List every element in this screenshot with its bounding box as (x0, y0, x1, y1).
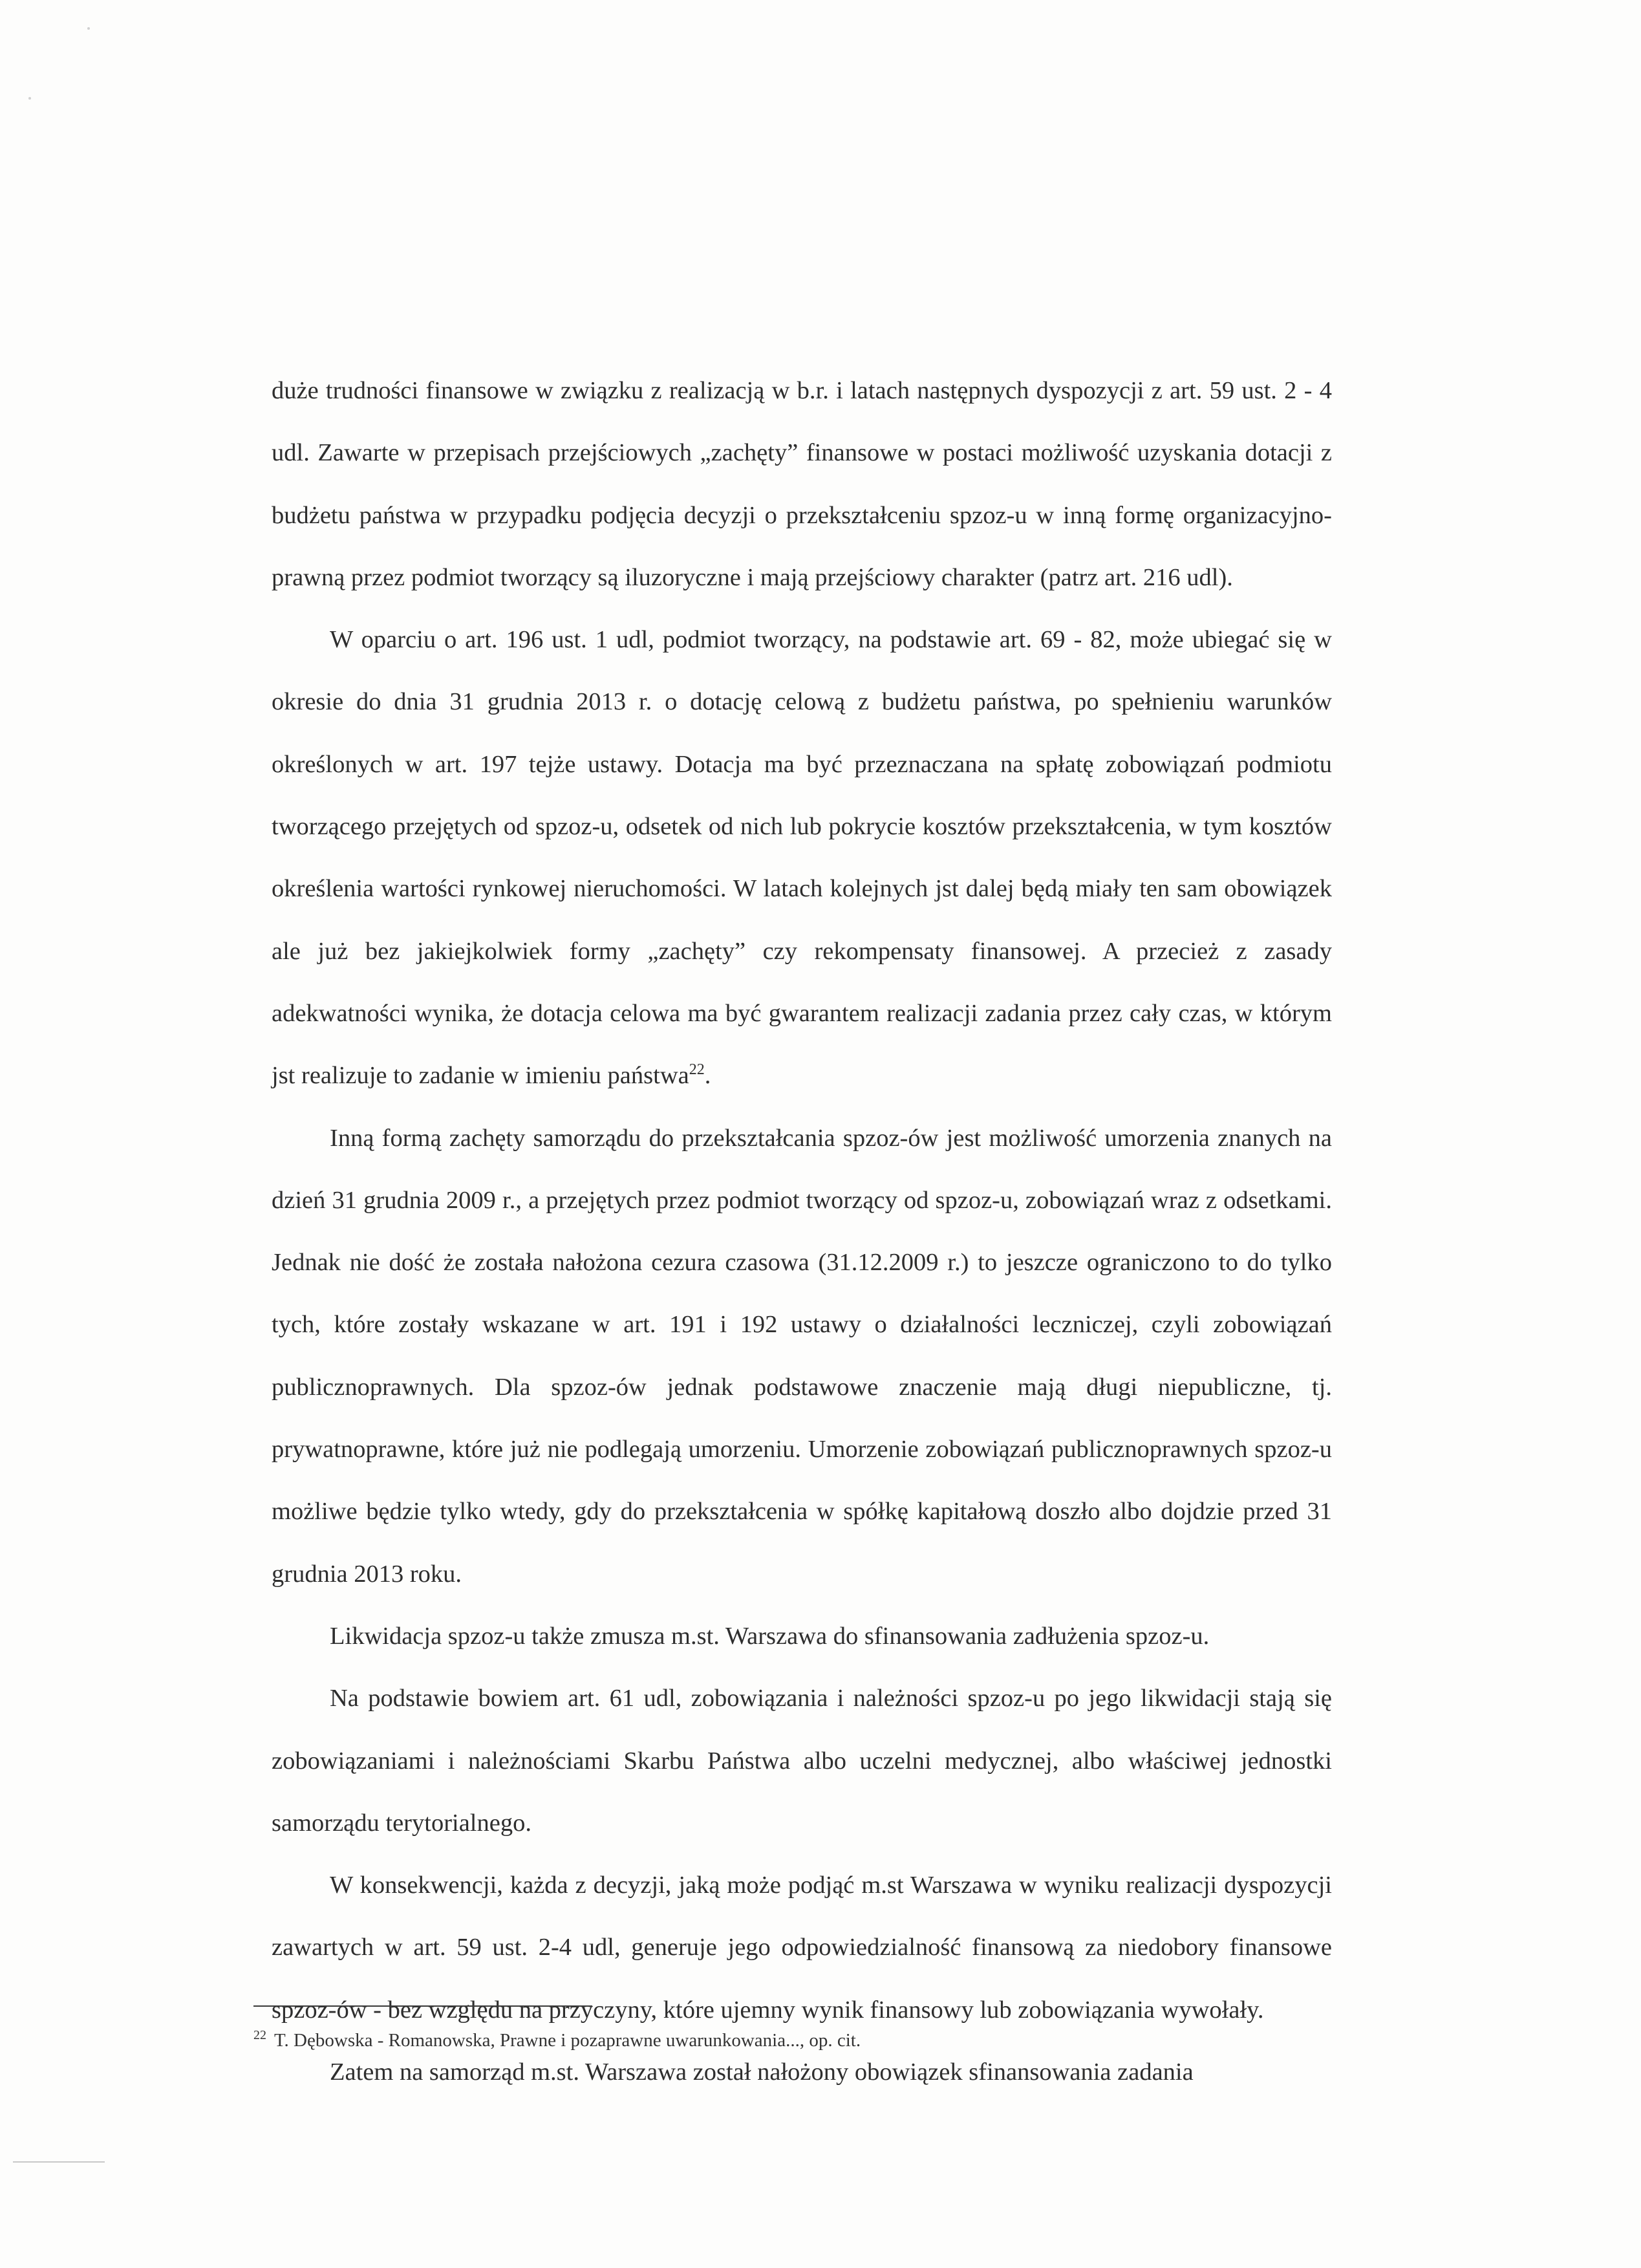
body-text (272, 360, 1332, 2103)
paragraph: Inną formą zachęty samorządu do przekształcania spzoz-ów jest możliwość umorzenia znanych na dzień 31 grudnia 2009 r., a przejętych przez podmiot tworzący od spzoz-u, zobowiązań wraz z odsetkami. Jednak nie dość że została nałożona cezura czasowa (31.12.2009 r.) to jeszcze ograniczono to do tylko tych, które zostały wskazane w art. 191 i 192 ustawy o działalności leczniczej, czyli zobowiązań publicznoprawnych. Dla spzoz-ów jednak podstawowe znaczenie mają długi niepubliczne, tj. prywatnoprawne, które już nie podlegają umorzeniu. Umorzenie zobowiązań publicznoprawnych spzoz-u możliwe będzie tylko wtedy, gdy do przekształcenia w spółkę kapitałową doszło albo dojdzie przed 31 grudnia 2013 roku. (272, 1124, 1332, 1588)
scan-speck (28, 97, 31, 100)
paragraph-end-punctuation: . (704, 1062, 711, 1090)
footnote-number: 22 (253, 2028, 266, 2043)
footnote (253, 2027, 1223, 2053)
scan-speck (87, 27, 90, 30)
footnote-reference: 22 (689, 1061, 705, 1079)
paragraph: duże trudności finansowe w związku z realizacją w b.r. i latach następnych dyspozycji z art. 59 ust. 2 - 4 udl. Zawarte w przepisach przejściowych „zachęty” finansowe w postaci możliwość uzyskania dotacji z budżetu państwa w przypadku podjęcia decyzji o przekształceniu spzoz-u w inną formę organizacyjno-prawną przez podmiot tworzący są iluzoryczne i mają przejściowy charakter (patrz art. 216 udl). (272, 377, 1332, 591)
paragraph: W konsekwencji, każda z decyzji, jaką może podjąć m.st Warszawa w wyniku realizacji dyspozycji zawartych w art. 59 ust. 2-4 udl, generuje jego odpowiedzialność finansową za niedobory finansowe spzoz-ów - bez względu na przyczyny, które ujemny wynik finansowy lub zobowiązania wywołały. (272, 1872, 1332, 2024)
paragraph-text: W oparciu o art. 196 ust. 1 udl, podmiot tworzący, na podstawie art. 69 - 82, może ubiegać się w okresie do dnia 31 grudnia 2013 r. o dotację celową z budżetu państwa, po spełnieniu warunków określonych w art. 197 tejże ustawy. Dotacja ma być przeznaczana na spłatę zobowiązań podmiotu tworzącego przejętych od spzoz-u, odsetek od nich lub pokrycie kosztów przekształcenia, w tym kosztów określenia wartości rynkowej nieruchomości. W latach kolejnych jst dalej będą miały ten sam obowiązek ale już bez jakiejkolwiek formy „zachęty” czy rekompensaty finansowej. A przecież z zasady adekwatności wynika, że dotacja celowa ma być gwarantem realizacji zadania przez cały czas, w którym jst realizuje to zadanie w imieniu państwa (272, 626, 1332, 1090)
paragraph: Likwidacja spzoz-u także zmusza m.st. Warszawa do sfinansowania zadłużenia spzoz-u. (330, 1622, 1210, 1650)
paragraph (272, 609, 1332, 1107)
paragraph: Zatem na samorząd m.st. Warszawa został nałożony obowiązek sfinansowania zadania (330, 2058, 1194, 2086)
paragraph: Na podstawie bowiem art. 61 udl, zobowiązania i należności spzoz-u po jego likwidacji stają się zobowiązaniami i należnościami Skarbu Państwa albo uczelni medycznej, albo właściwej jednostki samorządu terytorialnego. (272, 1685, 1332, 1837)
footnote-separator (253, 2005, 592, 2007)
footnote-text: T. Dębowska - Romanowska, Prawne i pozaprawne uwarunkowania..., op. cit. (274, 2030, 861, 2051)
scan-artifact-line (13, 2161, 105, 2163)
